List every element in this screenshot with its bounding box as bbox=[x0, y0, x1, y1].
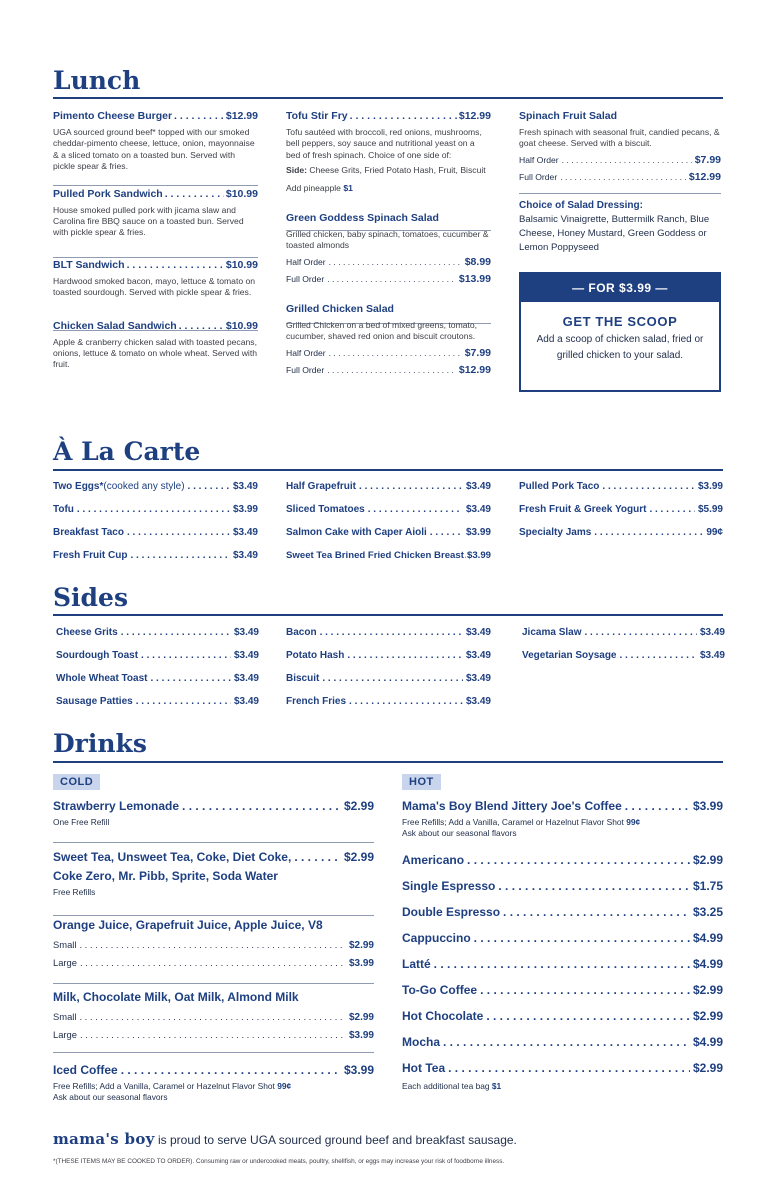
addon-price: $1 bbox=[343, 182, 353, 193]
half-order-label: Half Order bbox=[286, 347, 326, 358]
list-item bbox=[53, 521, 258, 544]
item-name: Cappuccino bbox=[402, 931, 471, 945]
item-price: $3.99 bbox=[692, 799, 723, 813]
small-label: Small bbox=[53, 1011, 77, 1022]
item-note: One Free Refill bbox=[53, 817, 110, 827]
alacarte-col-2 bbox=[286, 475, 491, 567]
menu-item bbox=[53, 187, 258, 239]
item-price: $3.49 bbox=[465, 481, 491, 492]
list-item bbox=[402, 1055, 723, 1081]
cold-tag: COLD bbox=[53, 774, 100, 790]
half-order-label: Half Order bbox=[286, 256, 326, 267]
list-item bbox=[286, 644, 491, 667]
list-item bbox=[53, 498, 258, 521]
lunch-rule bbox=[53, 97, 723, 99]
list-item bbox=[519, 521, 723, 544]
item-name: Grilled Chicken Salad bbox=[286, 302, 394, 315]
item-price: $3.49 bbox=[233, 650, 259, 661]
small-label: Small bbox=[53, 939, 77, 950]
full-order-label: Full Order bbox=[286, 364, 325, 375]
salad-dressing bbox=[519, 200, 721, 255]
sides-col-1 bbox=[56, 621, 259, 713]
item-price: $1.75 bbox=[692, 879, 723, 893]
item-name: Pulled Pork Taco bbox=[519, 481, 600, 492]
list-item bbox=[53, 475, 258, 498]
brand-name: mama's boy bbox=[53, 1130, 155, 1148]
item-name: Salmon Cake with Caper Aioli bbox=[286, 527, 427, 538]
item-name: Strawberry Lemonade bbox=[53, 799, 180, 813]
full-order-price: $13.99 bbox=[458, 272, 491, 285]
hot-tag: HOT bbox=[402, 774, 441, 790]
lunch-col-1 bbox=[53, 109, 258, 371]
cold-drinks bbox=[53, 772, 374, 1103]
item-description: House smoked pulled pork with jicama slaw and Carolina fire BBQ sauce on a toasted bun. Served with pickle spear & fries. bbox=[53, 204, 244, 238]
item-price: $2.99 bbox=[692, 1009, 723, 1023]
hot-drinks bbox=[402, 772, 723, 1092]
item-name: Iced Coffee bbox=[53, 1063, 118, 1077]
small-price: $2.99 bbox=[348, 1012, 374, 1023]
list-item bbox=[53, 544, 258, 567]
menu-item bbox=[402, 797, 723, 839]
drinks-rule bbox=[53, 761, 723, 763]
item-note: Free Refills; Add a Vanilla, Caramel or Hazelnut Flavor Shot 99¢ bbox=[402, 817, 641, 827]
addon-label: Add pineapple bbox=[286, 182, 341, 193]
item-price: $3.49 bbox=[465, 650, 491, 661]
item-note: Free Refills; Add a Vanilla, Caramel or Hazelnut Flavor Shot 99¢ bbox=[53, 1081, 292, 1091]
list-item bbox=[286, 544, 491, 567]
side-list: Cheese Grits, Fried Potato Hash, Fruit, Biscuit bbox=[309, 165, 486, 176]
list-item bbox=[402, 847, 723, 873]
item-name: Cheese Grits bbox=[56, 627, 118, 638]
menu-item bbox=[286, 211, 491, 288]
list-item bbox=[56, 690, 259, 713]
lunch-col-3 bbox=[519, 109, 721, 255]
item-name: Mama's Boy Blend Jittery Joe's Coffee bbox=[402, 799, 622, 813]
list-item bbox=[402, 951, 723, 977]
divider bbox=[53, 1052, 374, 1053]
menu-item bbox=[53, 1061, 374, 1103]
list-item bbox=[402, 899, 723, 925]
item-note: Free Refills bbox=[53, 887, 96, 897]
list-item bbox=[519, 498, 723, 521]
item-price: $3.25 bbox=[692, 905, 723, 919]
dressing-title: Choice of Salad Dressing: bbox=[519, 199, 643, 211]
item-price: $3.49 bbox=[233, 627, 259, 638]
lunch-title: Lunch bbox=[53, 66, 141, 95]
item-name: Two Eggs* bbox=[53, 481, 104, 492]
list-item bbox=[519, 475, 723, 498]
list-item bbox=[286, 690, 491, 713]
item-name: Hot Tea bbox=[402, 1061, 446, 1075]
list-item bbox=[286, 621, 491, 644]
footer-text: is proud to serve UGA sourced ground beef and breakfast sausage. bbox=[154, 1133, 517, 1147]
item-note-2: Ask about our seasonal flavors bbox=[53, 1092, 168, 1102]
sides-col-2 bbox=[286, 621, 491, 713]
item-price: $3.99 bbox=[466, 550, 491, 561]
divider bbox=[53, 842, 374, 843]
item-price: $4.99 bbox=[692, 931, 723, 945]
item-name: Sourdough Toast bbox=[56, 650, 139, 661]
item-price: $3.49 bbox=[465, 673, 491, 684]
item-price: $3.49 bbox=[465, 696, 491, 707]
sides-rule bbox=[53, 614, 723, 616]
sides-col-3 bbox=[522, 621, 725, 667]
alacarte-rule bbox=[53, 469, 723, 471]
item-description: Apple & cranberry chicken salad with toasted pecans, onions, lettuce & tomato on whole wheat. Served with fruit. bbox=[53, 336, 257, 370]
list-item bbox=[286, 498, 491, 521]
divider bbox=[53, 915, 374, 916]
list-item bbox=[522, 644, 725, 667]
item-name: Pimento Cheese Burger bbox=[53, 110, 173, 122]
item-price: $4.99 bbox=[692, 1035, 723, 1049]
item-note: (cooked any style) bbox=[103, 481, 185, 492]
item-price: $3.49 bbox=[232, 527, 258, 538]
large-price: $3.99 bbox=[348, 958, 374, 969]
item-description: UGA sourced ground beef* topped with our smoked cheddar-pimento cheese, lettuce, onion, mayonnaise & a sliced tomato on a toasted bun. Served with pickle spear & fries. bbox=[53, 127, 255, 172]
item-name: Americano bbox=[402, 853, 465, 867]
item-note-2: Ask about our seasonal flavors bbox=[402, 828, 517, 838]
item-price: $4.99 bbox=[692, 957, 723, 971]
large-label: Large bbox=[53, 957, 77, 968]
menu-item bbox=[53, 797, 374, 828]
menu-item bbox=[519, 109, 721, 186]
item-name: Mocha bbox=[402, 1035, 441, 1049]
item-name: Pulled Pork Sandwich bbox=[53, 187, 163, 200]
item-description: Grilled chicken, baby spinach, tomatoes, cucumber & toasted almonds bbox=[286, 229, 489, 251]
menu-item bbox=[53, 319, 258, 371]
footer-statement bbox=[53, 1130, 517, 1148]
item-name: Single Espresso bbox=[402, 879, 496, 893]
item-name: To-Go Coffee bbox=[402, 983, 478, 997]
scoop-promo-box bbox=[519, 272, 721, 392]
hot-drink-list bbox=[402, 847, 723, 1092]
item-price: 99¢ bbox=[706, 527, 723, 538]
item-name: Jicama Slaw bbox=[522, 627, 582, 638]
hot-tea-note: Each additional tea bag $1 bbox=[402, 1081, 502, 1091]
item-name: Sweet Tea, Unsweet Tea, Coke, Diet Coke, bbox=[53, 850, 292, 864]
alacarte-title: À La Carte bbox=[53, 437, 201, 466]
item-price: $10.99 bbox=[225, 187, 258, 200]
divider bbox=[53, 983, 374, 984]
scoop-title: GET THE SCOOP bbox=[562, 314, 678, 329]
item-name: Spinach Fruit Salad bbox=[519, 110, 618, 122]
item-name: Sliced Tomatoes bbox=[286, 504, 365, 515]
item-name: Orange Juice, Grapefruit Juice, Apple Juice, V8 bbox=[53, 918, 323, 932]
addon bbox=[286, 183, 491, 194]
list-item bbox=[286, 475, 491, 498]
item-name: Sweet Tea Brined Fried Chicken Breast bbox=[286, 550, 464, 561]
full-order-price: $12.99 bbox=[688, 170, 721, 183]
item-name-line2: Coke Zero, Mr. Pibb, Sprite, Soda Water bbox=[53, 869, 278, 883]
sides-title: Sides bbox=[53, 583, 129, 612]
side-options bbox=[286, 165, 491, 176]
item-name: Half Grapefruit bbox=[286, 481, 357, 492]
item-price: $3.49 bbox=[465, 504, 491, 515]
item-price: $2.99 bbox=[343, 799, 374, 813]
item-description: Grilled Chicken on a bed of mixed greens, tomato, cucumber, shaved red onion and biscuit croutons. bbox=[286, 319, 478, 342]
list-item bbox=[286, 521, 491, 544]
half-order-label: Half Order bbox=[519, 154, 559, 165]
item-name: Hot Chocolate bbox=[402, 1009, 484, 1023]
scoop-text: Add a scoop of chicken salad, fried or grilled chicken to your salad. bbox=[536, 334, 704, 361]
half-order-price: $7.99 bbox=[464, 346, 491, 359]
list-item bbox=[56, 644, 259, 667]
item-name: Bacon bbox=[286, 627, 317, 638]
item-name: Whole Wheat Toast bbox=[56, 673, 148, 684]
item-price: $3.49 bbox=[699, 650, 725, 661]
item-name: Specialty Jams bbox=[519, 527, 592, 538]
menu-item bbox=[286, 109, 491, 194]
item-name: Breakfast Taco bbox=[53, 527, 124, 538]
menu-item bbox=[53, 258, 258, 299]
list-item bbox=[56, 621, 259, 644]
list-item bbox=[402, 977, 723, 1003]
small-price: $2.99 bbox=[348, 940, 374, 951]
full-order-price: $12.99 bbox=[458, 363, 491, 376]
item-description: Hardwood smoked bacon, mayo, lettuce & tomato on toasted sourdough. Served with pickle spear & fries. bbox=[53, 275, 256, 298]
scoop-price-banner: — FOR $3.99 — bbox=[521, 274, 719, 302]
item-name: Fresh Fruit Cup bbox=[53, 550, 128, 561]
item-name: Vegetarian Soysage bbox=[522, 650, 617, 661]
item-price: $3.99 bbox=[697, 481, 723, 492]
item-name: Chicken Salad Sandwich bbox=[53, 319, 177, 332]
item-price: $3.49 bbox=[233, 696, 259, 707]
item-name: Potato Hash bbox=[286, 650, 345, 661]
side-label: Side: bbox=[286, 165, 308, 176]
list-item bbox=[286, 667, 491, 690]
item-price: $2.99 bbox=[692, 1061, 723, 1075]
item-name: Latté bbox=[402, 957, 431, 971]
item-name: Green Goddess Spinach Salad bbox=[286, 212, 439, 225]
tea-bag-price: $1 bbox=[491, 1081, 502, 1091]
menu-item bbox=[286, 302, 491, 379]
alacarte-col-1 bbox=[53, 475, 258, 567]
half-order-price: $7.99 bbox=[694, 153, 721, 166]
item-price: $2.99 bbox=[692, 983, 723, 997]
menu-item bbox=[53, 916, 374, 972]
item-price: $3.49 bbox=[232, 481, 258, 492]
item-price: $3.99 bbox=[232, 504, 258, 515]
item-price: $5.99 bbox=[697, 504, 723, 515]
alacarte-col-3 bbox=[519, 475, 723, 544]
item-price: $2.99 bbox=[692, 853, 723, 867]
flavor-shot-price: 99¢ bbox=[277, 1081, 292, 1091]
item-name: Sausage Patties bbox=[56, 696, 133, 707]
item-price: $3.49 bbox=[233, 673, 259, 684]
dressing-options: Balsamic Vinaigrette, Buttermilk Ranch, Blue Cheese, Honey Mustard, Green Goddess or Lemon Poppyseed bbox=[519, 213, 710, 253]
drinks-title: Drinks bbox=[53, 729, 147, 758]
item-price: $3.49 bbox=[465, 627, 491, 638]
item-price: $10.99 bbox=[225, 258, 258, 271]
disclaimer: *(THESE ITEMS MAY BE COOKED TO ORDER). Consuming raw or undercooked meats, poultry, shellfish, or eggs may increase your risk of foodborne illness. bbox=[53, 1158, 505, 1165]
item-description: Tofu sautéed with broccoli, red onions, mushrooms, bell peppers, soy sauce and nutritional yeast on a bed of fresh spinach. Choice of one side of: bbox=[286, 127, 482, 160]
item-name: Double Espresso bbox=[402, 905, 501, 919]
item-name: BLT Sandwich bbox=[53, 258, 125, 271]
item-name: French Fries bbox=[286, 696, 347, 707]
full-order-label: Full Order bbox=[519, 171, 558, 182]
list-item bbox=[402, 1003, 723, 1029]
item-description: Fresh spinach with seasonal fruit, candied pecans, & goat cheese. Served with a biscuit. bbox=[519, 127, 720, 149]
lunch-col-2 bbox=[286, 109, 491, 379]
list-item bbox=[522, 621, 725, 644]
flavor-shot-price: 99¢ bbox=[626, 817, 641, 827]
item-name: Tofu bbox=[53, 504, 74, 515]
item-price: $12.99 bbox=[225, 110, 258, 122]
list-item bbox=[402, 925, 723, 951]
item-price: $3.99 bbox=[343, 1063, 374, 1077]
list-item bbox=[402, 1029, 723, 1055]
large-price: $3.99 bbox=[348, 1030, 374, 1041]
item-name: Biscuit bbox=[286, 673, 320, 684]
item-name: Fresh Fruit & Greek Yogurt bbox=[519, 504, 647, 515]
item-price: $10.99 bbox=[225, 319, 258, 332]
item-price: $3.49 bbox=[699, 627, 725, 638]
menu-item bbox=[53, 109, 258, 173]
item-price: $12.99 bbox=[458, 110, 491, 122]
item-price: $2.99 bbox=[343, 850, 374, 864]
menu-item bbox=[53, 988, 374, 1044]
item-price: $3.49 bbox=[232, 550, 258, 561]
item-price: $3.99 bbox=[465, 527, 491, 538]
divider bbox=[519, 193, 721, 194]
full-order-label: Full Order bbox=[286, 273, 325, 284]
list-item bbox=[402, 873, 723, 899]
half-order-price: $8.99 bbox=[464, 255, 491, 268]
item-name: Milk, Chocolate Milk, Oat Milk, Almond Milk bbox=[53, 990, 299, 1004]
item-name: Tofu Stir Fry bbox=[286, 110, 348, 122]
large-label: Large bbox=[53, 1029, 77, 1040]
menu-item bbox=[53, 848, 374, 898]
list-item bbox=[56, 667, 259, 690]
